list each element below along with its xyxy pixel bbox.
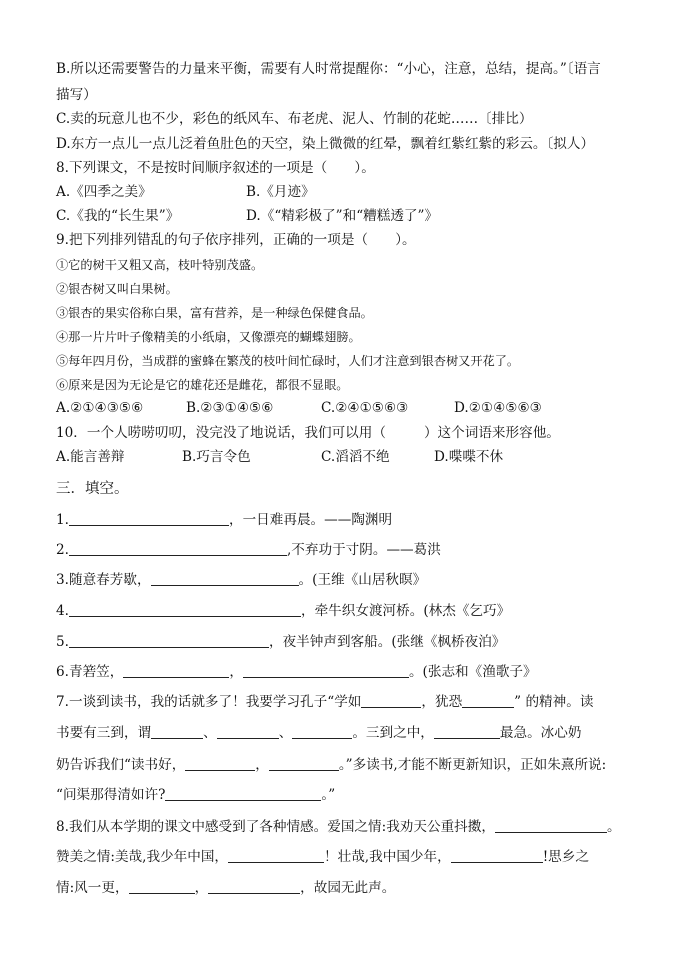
fill-2-text: ,不弃功于寸阴。——葛洪 [286, 542, 441, 558]
fill-3 [56, 571, 652, 589]
fill-7-line-1 [56, 693, 652, 711]
q7-option-d: D.东方一点儿一点儿泛着鱼肚色的天空，染上微微的红晕，飘着红紫红紫的彩云。〔拟人） [56, 136, 595, 152]
fill-7-blank-9[interactable] [165, 786, 321, 801]
fill-7-blank-2[interactable] [462, 693, 514, 708]
fill-8-line-3 [56, 879, 652, 897]
q9-sentence-5: ⑤每年四月份，当成群的蜜蜂在繁茂的枝叶间忙碌时，人们才注意到银杏树又开花了。 [56, 354, 520, 368]
fill-4-number: 4. [56, 603, 69, 619]
fill-7-text-d: 书要有三到，谓 [56, 725, 152, 741]
q9-option-a: A.②①④③⑤⑥ [56, 400, 144, 416]
fill-6-text-c: 。(张志和《渔歌子》 [408, 664, 537, 680]
fill-6-text-b: ， [229, 664, 243, 680]
fill-8-text-f: 情:风一更， [56, 880, 129, 896]
fill-1-number: 1. [56, 512, 69, 528]
q8-option-d: D.《“精彩极了”和“糟糕透了”》 [246, 208, 439, 224]
fill-7-text-f: 、 [278, 725, 293, 741]
fill-2-number: 2. [56, 542, 69, 558]
q10-stem-end: ）这个词语来形容他。 [423, 425, 560, 441]
fill-7-blank-5[interactable] [292, 724, 352, 739]
q9-sentence-3: ③银杏的果实俗称白果，富有营养，是一种绿色保健食品。 [56, 306, 373, 320]
fill-7-text-k: 。”多读书,才能不断更新知识，正如朱熹所说: [338, 757, 607, 773]
fill-3-text-b: 。(王维《山居秋暝》 [298, 572, 427, 588]
fill-1-blank[interactable] [69, 511, 229, 526]
fill-7-text-i: 奶告诉我们“读书好， [56, 757, 186, 773]
fill-4-text: ，牵牛织女渡河桥。(林杰《乞巧》 [300, 603, 511, 619]
fill-4 [56, 602, 652, 620]
fill-7-blank-3[interactable] [151, 724, 203, 739]
fill-7-text-h: 最急。冰心奶 [499, 725, 582, 741]
fill-7-text-a: 7.一谈到读书，我的话就多了！我要学习孔子“学如 [56, 694, 362, 710]
q8-option-b: B.《月迹》 [246, 184, 315, 200]
q9-sentence-6: ⑥原来是因为无论是它的雄花还是雌花，都很不显眼。 [56, 378, 349, 392]
fill-5-text: ，夜半钟声到客船。(张继《枫桥夜泊》 [268, 634, 506, 650]
q10-option-d: D.喋喋不休 [434, 449, 504, 465]
q10-option-a: A.能言善辩 [56, 449, 125, 465]
q8-option-a: A.《四季之美》 [56, 184, 152, 200]
q9-sentence-4: ④那一片片叶子像精美的小纸扇，又像漂亮的蝴蝶翅膀。 [56, 330, 361, 344]
fill-4-blank[interactable] [69, 602, 301, 617]
q8-row-cd [56, 207, 652, 225]
fill-1 [56, 511, 652, 529]
q10-stem-start: 10．一个人唠唠叨叨，没完没了地说话，我们可以用（ [56, 425, 386, 441]
fill-8-blank-1[interactable] [495, 818, 607, 833]
fill-8-text-e: !思乡之 [542, 849, 589, 865]
fill-8-blank-4[interactable] [129, 879, 195, 894]
q9-option-b: B.②③①④⑤⑥ [186, 400, 274, 416]
q9-sentence-2: ②银杏树又叫白果树。 [56, 282, 178, 296]
q10-stem [56, 424, 652, 442]
fill-7-text-c: ” 的精神。读 [514, 694, 594, 710]
fill-7-text-m: 。” [321, 787, 336, 803]
section-3-title: 三．填空。 [56, 481, 129, 497]
q10-options [56, 448, 652, 466]
fill-8-blank-2[interactable] [228, 848, 324, 863]
q8-row-ab [56, 183, 652, 201]
fill-5-blank[interactable] [69, 633, 269, 648]
fill-8-line-1 [56, 818, 652, 836]
q8-option-c: C.《我的“长生果”》 [56, 208, 180, 224]
q9-stem: 9.把下列排列错乱的句子依序排列，正确的一项是（ ）。 [56, 232, 416, 248]
fill-8-line-2 [56, 848, 652, 866]
fill-7-text-g: 。三到之中， [352, 725, 434, 741]
fill-8-blank-3[interactable] [451, 848, 543, 863]
fill-1-text: ，一日难再晨。——陶渊明 [228, 512, 393, 528]
fill-8-text-g: ， [194, 880, 209, 896]
fill-7-blank-4[interactable] [217, 724, 279, 739]
fill-7-line-4 [56, 786, 652, 804]
fill-2 [56, 541, 652, 559]
fill-8-text-h: ，故园无此声。 [300, 880, 396, 896]
fill-3-blank[interactable] [151, 571, 299, 586]
fill-7-blank-8[interactable] [269, 756, 339, 771]
q9-option-d: D.②①④⑤⑥③ [454, 400, 542, 416]
fill-3-text-a: 3.随意春芳歇， [56, 572, 151, 588]
q9-options [56, 399, 652, 417]
q9-sentence-1: ①它的树干又粗又高，枝叶特别茂盛。 [56, 258, 264, 272]
fill-5 [56, 633, 652, 651]
fill-7-text-l: “问渠那得清如许? [56, 787, 166, 803]
fill-7-blank-6[interactable] [434, 724, 500, 739]
fill-6-text-a: 6.青箬笠， [56, 664, 124, 680]
fill-6 [56, 663, 652, 681]
fill-7-line-3 [56, 756, 652, 774]
fill-8-text-d: ！壮哉,我中国少年， [324, 849, 451, 865]
q10-option-c: C.滔滔不绝 [321, 449, 390, 465]
q7-option-c: C.卖的玩意儿也不少，彩色的纸风车、布老虎、泥人、竹制的花蛇……〔排比） [56, 111, 533, 127]
fill-6-blank-1[interactable] [123, 663, 229, 678]
fill-7-text-j: ， [255, 757, 269, 773]
fill-7-blank-1[interactable] [361, 693, 421, 708]
fill-2-blank[interactable] [69, 541, 287, 556]
q9-option-c: C.②④①⑤⑥③ [321, 400, 409, 416]
fill-7-line-2 [56, 724, 652, 742]
fill-8-text-c: 赞美之情:美哉,我少年中国， [56, 849, 229, 865]
q8-stem: 8.下列课文，不是按时间顺序叙述的一项是（ ）。 [56, 160, 375, 176]
fill-7-blank-7[interactable] [185, 756, 255, 771]
fill-7-text-b: ，犹恐 [421, 694, 463, 710]
q7-option-b-cont: 描写） [56, 87, 97, 103]
fill-8-blank-5[interactable] [208, 879, 300, 894]
fill-8-text-b: 。 [606, 819, 621, 835]
fill-5-number: 5. [56, 634, 69, 650]
fill-7-text-e: 、 [203, 725, 217, 741]
q10-option-b: B.巧言令色 [182, 449, 251, 465]
fill-8-text-a: 8.我们从本学期的课文中感受到了各种情感。爱国之情:我劝天公重抖擞， [56, 819, 495, 835]
fill-6-blank-2[interactable] [243, 663, 409, 678]
q7-option-b: B.所以还需要警告的力量来平衡，需要有人时常提醒你：“小心，注意，总结，提高。”〔语言 [56, 61, 601, 77]
